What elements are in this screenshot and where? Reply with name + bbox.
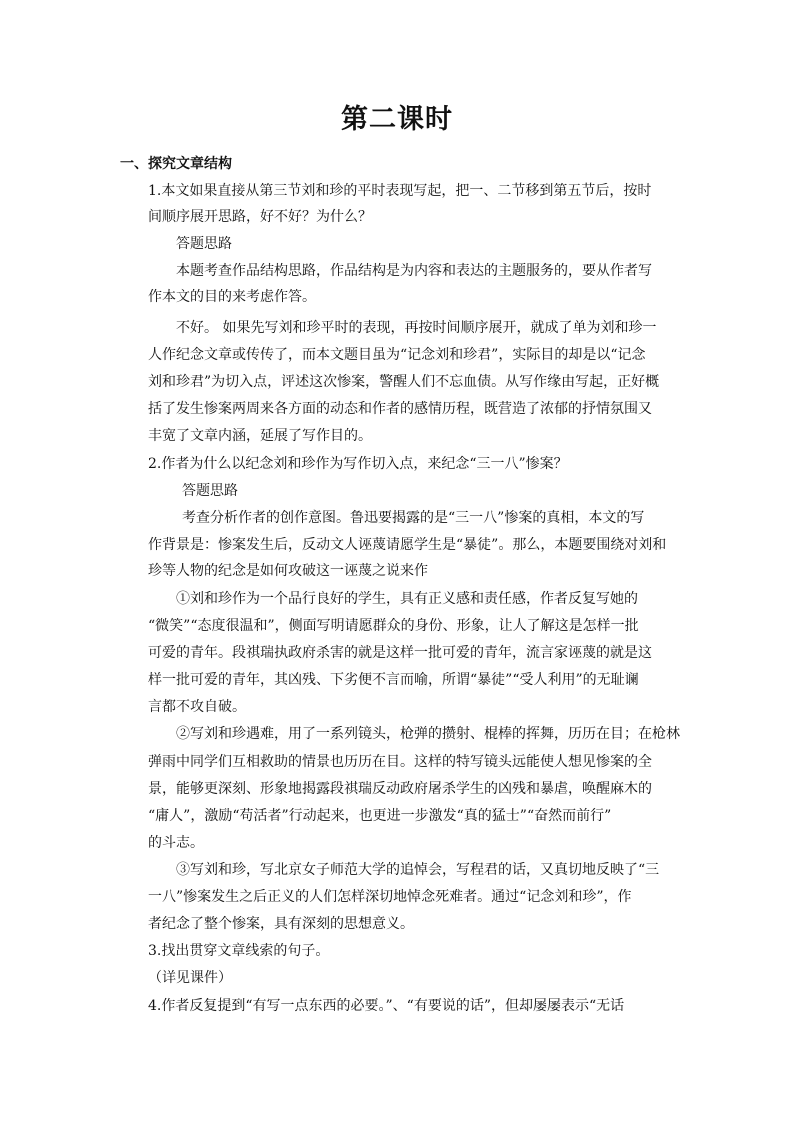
answer-hint-label-2: 答题思路: [182, 483, 238, 499]
paragraph-line: 的斗志。: [148, 835, 204, 851]
paragraph-line: 括了发生惨案两周来各方面的动态和作者的感情历程，既营造了浓郁的抒情氛围又: [148, 401, 652, 417]
paragraph-line: 丰宽了文章内涵，延展了写作目的。: [148, 428, 372, 444]
section-heading: 一、探究文章结构: [120, 156, 232, 172]
paragraph-line: 考查分析作者的创作意图。鲁迅要揭露的是“三一八”惨案的真相，本文的写: [182, 510, 645, 526]
see-slides-note: （详见课件）: [148, 970, 232, 986]
paragraph-line: 弹雨中同学们互相救助的情景也历历在目。这样的特写镜头远能使人想见惨案的全: [148, 754, 652, 770]
paragraph-line: 言都不攻自破。: [148, 699, 246, 715]
paragraph-line: “庸人”，激励“苟活者”行动起来，也更进一步激发“真的猛士”“奋然而前行”: [148, 808, 612, 824]
paragraph-line: ③写刘和珍，写北京女子师范大学的追悼会，写程君的话，又真切地反映了“三: [176, 862, 660, 878]
answer-hint-label-1: 答题思路: [176, 236, 232, 252]
paragraph-line: 珍等人物的纪念是如何攻破这一诬蔑之说来作: [148, 563, 428, 579]
question-1-line-2: 间顺序展开思路，好不好？为什么？: [148, 209, 372, 225]
paragraph-line: 不好。 如果先写刘和珍平时的表现，再按时间顺序展开，就成了单为刘和珍一: [176, 320, 657, 336]
paragraph-line: 人作纪念文章或传传了，而本文题目虽为“记念刘和珍君”，实际目的却是以“记念: [148, 347, 646, 363]
paragraph-line: 样一批可爱的青年，其凶残、下劣便不言而喻，所谓“暴徒”“受人利用”的无耻谰: [148, 672, 639, 688]
question-2: 2.作者为什么以纪念刘和珍作为写作切入点，来纪念“三一八”惨案？: [148, 456, 568, 472]
paragraph-line: 一八”惨案发生之后正义的人们怎样深切地悼念死难者。通过“记念刘和珍”，作: [148, 889, 632, 905]
paragraph-line: 作背景是：惨案发生后，反动文人诬蔑请愿学生是“暴徒”。那么，本题要围绕对刘和: [148, 537, 667, 553]
question-3: 3.找出贯穿文章线索的句子。: [148, 943, 330, 959]
paragraph-line: 可爱的青年。段祺瑞执政府杀害的就是这样一批可爱的青年，流言家诬蔑的就是这: [148, 645, 652, 661]
paragraph-line: 本题考查作品结构思路，作品结构是为内容和表达的主题服务的，要从作者写: [176, 263, 652, 279]
paragraph-line: ②写刘和珍遇难，用了一系列镜头，枪弹的攒射、棍棒的挥舞，历历在目；在枪林: [176, 726, 680, 742]
paragraph-line: “微笑”“态度很温和”，侧面写明请愿群众的身份、形象，让人了解这是怎样一批: [148, 618, 639, 634]
paragraph-line: 刘和珍君”为切入点，评述这次惨案，警醒人们不忘血债。从写作缘由写起，正好概: [148, 374, 660, 390]
paragraph-line: 作本文的目的来考虑作答。: [148, 289, 316, 305]
question-1-line-1: 1.本文如果直接从第三节刘和珍的平时表现写起，把一、二节移到第五节后，按时: [148, 183, 652, 199]
paragraph-line: ①刘和珍作为一个品行良好的学生，具有正义感和责任感，作者反复写她的: [176, 591, 638, 607]
question-4: 4.作者反复提到“有写一点东西的必要。”、“有要说的话”，但却屡屡表示“无话: [148, 998, 625, 1014]
page-title: 第二课时: [341, 104, 453, 135]
paragraph-line: 者纪念了整个惨案，具有深刻的思想意义。: [148, 916, 414, 932]
paragraph-line: 景，能够更深刻、形象地揭露段祺瑞反动政府屠杀学生的凶残和暴虐，唤醒麻木的: [148, 781, 652, 797]
